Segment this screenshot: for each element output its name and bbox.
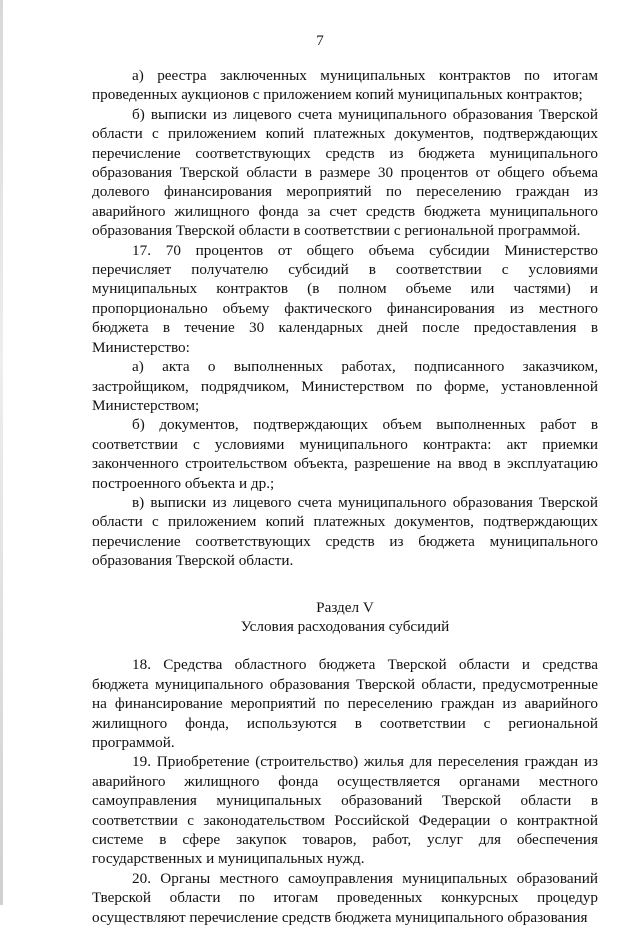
paragraph-17: 17. 70 процентов от общего объема субсидии Министерство перечисляет получателю субсидий в соответствии с условиями муниципальных контрактов (в полном объеме или частями) и пропорционально объему фактического финансирования из местного бюджета в течение 30 календарных дней после предоставления в Министерство: bbox=[92, 241, 598, 356]
paragraph-18: 18. Средства областного бюджета Тверской области и средства бюджета муниципального образования Тверской области, предусмотренные на финансирование мероприятий по переселению граждан из аварийного жилищного фонда, используются в соответствии с региональной программой. bbox=[92, 656, 598, 751]
document-body bbox=[92, 66, 598, 927]
paragraph-20: 20. Органы местного самоуправления муниципальных образований Тверской области по итогам проведенных конкурсных процедур осуществляют перечисление средств бюджета муниципального образования bbox=[92, 869, 598, 926]
paragraph-17a: а) акта о выполненных работах, подписанного заказчиком, застройщиком, подрядчиком, Министерством по форме, установленной Министерством; bbox=[92, 358, 598, 414]
paragraph-17b: б) документов, подтверждающих объем выполненных работ в соответствии с условиями муниципального контракта: акт приемки законченного строительством объекта, разрешение на ввод в эксплуатацию построенного объекта и др.; bbox=[92, 416, 598, 492]
paragraph-16a: а) реестра заключенных муниципальных контрактов по итогам проведенных аукционов с приложением копий муниципальных контрактов; bbox=[92, 67, 598, 104]
section-title: Условия расходования субсидий bbox=[240, 617, 450, 635]
scan-edge bbox=[0, 0, 3, 905]
section-heading bbox=[92, 598, 598, 637]
paragraph-16b: б) выписки из лицевого счета муниципального образования Тверской области с приложением копий платежных документов, подтверждающих перечисление соответствующих средств из бюджета муниципального образования Тверской области в размере 30 процентов от общего объема долевого финансирования мероприятий по переселению граждан из аварийного жилищного фонда за счет средств бюджета муниципального образования Тверской области в соответствии с региональной программой. bbox=[92, 105, 598, 240]
paragraph-17v: в) выписки из лицевого счета муниципального образования Тверской области с приложением копий платежных документов, подтверждающих перечисление соответствующих средств из бюджета муниципального образования Тверской области. bbox=[92, 493, 598, 570]
page-number: 7 bbox=[316, 33, 324, 49]
paragraph-19: 19. Приобретение (строительство) жилья для переселения граждан из аварийного жилищного фонда осуществляется органами местного самоуправления муниципальных образований Тверской области в соответствии с законодательством Российской Федерации о контрактной системе в сфере закупок товаров, работ, услуг для обеспечения государственных и муниципальных нужд. bbox=[92, 753, 598, 868]
section-number: Раздел V bbox=[316, 598, 374, 616]
